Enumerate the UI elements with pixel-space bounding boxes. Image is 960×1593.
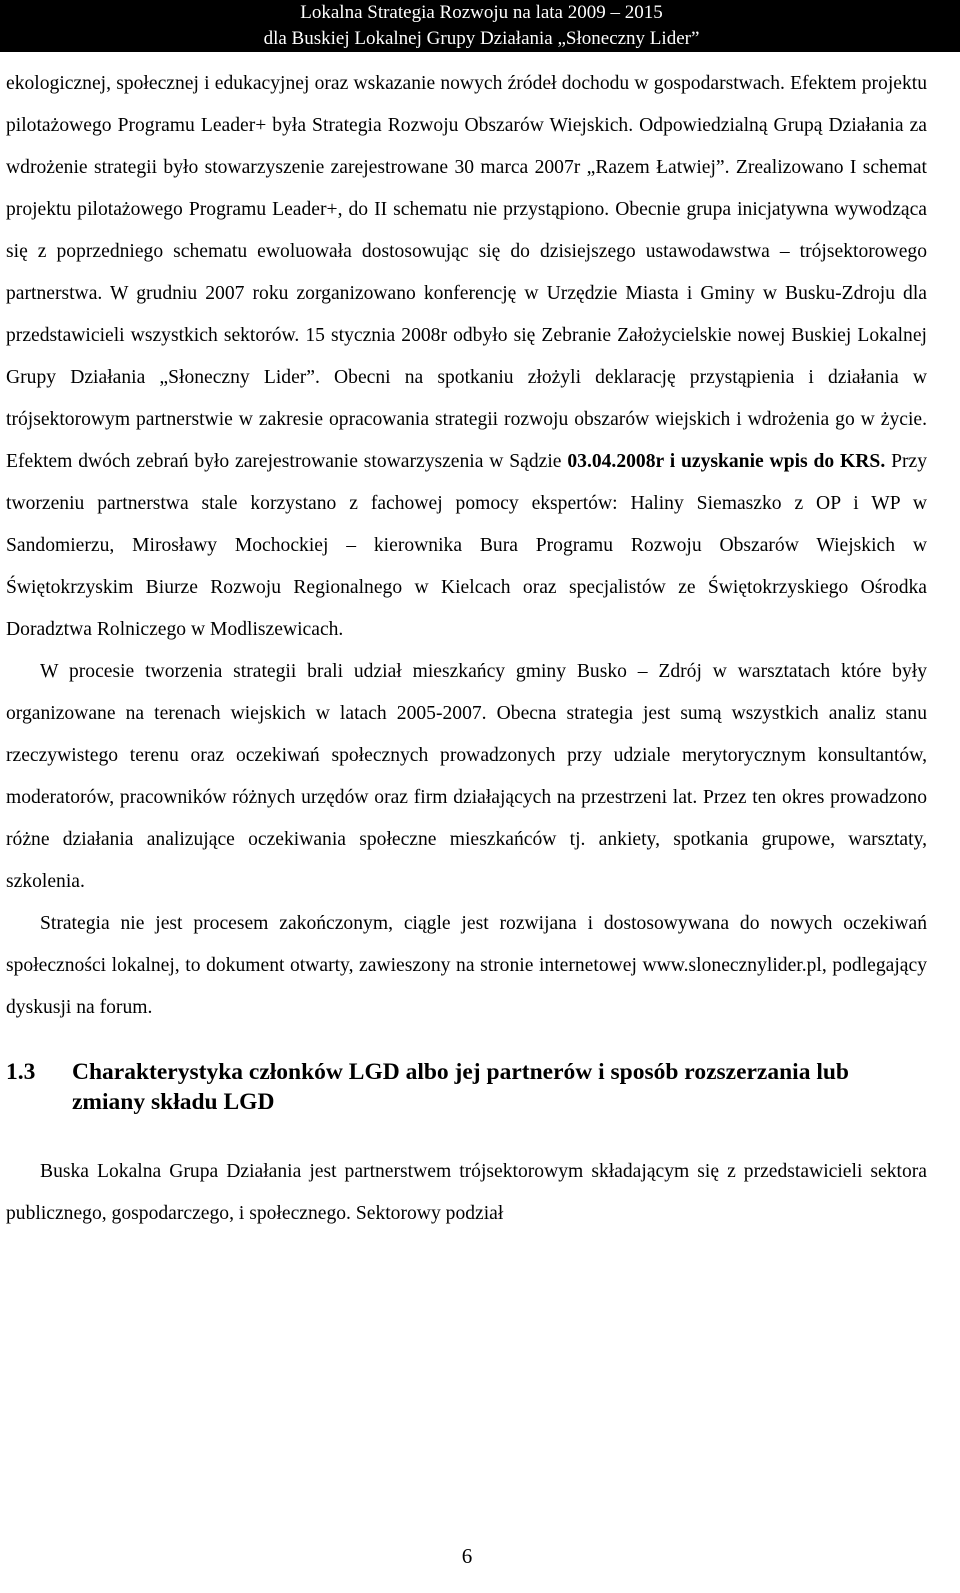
- paragraph-members: Buska Lokalna Grupa Działania jest partnerstwem trójsektorowym składającym się z przedstawicieli sektora publicznego, gospodarczego, i społecznego. Sektorowy podział: [6, 1161, 927, 1224]
- section-title: Charakterystyka członków LGD albo jej partnerów i sposób rozszerzania lub zmiany składu LGD: [72, 1059, 850, 1115]
- paragraph-strategy-open: Strategia nie jest procesem zakończonym, ciągle jest rozwijana i dostosowywana do nowych oczekiwań społeczności lokalnej, to dokument otwarty, zawieszony na stronie internetowej www.slonecznylider.pl, podlegający dyskusji na forum.: [6, 913, 927, 1018]
- paragraph-history: [6, 63, 927, 651]
- page-header: [0, 0, 960, 52]
- section-number: 1.3: [6, 1059, 36, 1085]
- paragraph-process: W procesie tworzenia strategii brali udział mieszkańcy gminy Busko – Zdrój w warsztatach które były organizowane na terenach wiejskich w latach 2005-2007. Obecna strategia jest sumą wszystkich analiz stanu rzeczywistego terenu oraz oczekiwań społecznych prowadzonych przy udziale merytorycznym konsultantów, moderatorów, pracowników różnych urzędów oraz firm działających na przestrzeni lat. Przez ten okres prowadzono różne działania analizujące oczekiwania społeczne mieszkańców tj. ankiety, spotkania grupowe, warsztaty, szkolenia.: [6, 661, 927, 892]
- paragraph-history-bold: 03.04.2008r i uzyskanie wpis do KRS.: [567, 451, 886, 472]
- section-heading: [6, 1057, 927, 1117]
- document-body: [6, 63, 927, 1235]
- paragraph-history-text-2: Przy tworzeniu partnerstwa stale korzystano z fachowej pomocy ekspertów: Haliny Siemaszko z OP i WP w Sandomierzu, Mirosławy Mochockiej – kierownika Bura Programu Rozwoju Obszarów Wiejskich w Świętokrzyskim Biurze Rozwoju Regionalnego w Kielcach oraz specjalistów ze Świętokrzyskiego Ośrodka Doradztwa Rolniczego w Modliszewicach.: [6, 451, 927, 640]
- header-line-2: dla Buskiej Lokalnej Grupy Działania „Słoneczny Lider”: [263, 28, 700, 49]
- header-line-1: Lokalna Strategia Rozwoju na lata 2009 – 2015: [300, 2, 663, 23]
- paragraph-history-text-1: ekologicznej, społecznej i edukacyjnej oraz wskazanie nowych źródeł dochodu w gospodarstwach. Efektem projektu pilotażowego Programu Leader+ była Strategia Rozwoju Obszarów Wiejskich. Odpowiedzialną Grupą Działania za wdrożenie strategii było stowarzyszenie zarejestrowane 30 marca 2007r „Razem Łatwiej”. Zrealizowano I schemat projektu pilotażowego Programu Leader+, do II schematu nie przystąpiono. Obecnie grupa inicjatywna wywodząca się z poprzedniego schematu ewoluowała dostosowując się do dzisiejszego ustawodawstwa – trójsektorowego partnerstwa. W grudniu 2007 roku zorganizowano konferencję w Urzędzie Miasta i Gminy w Busku-Zdroju dla przedstawicieli wszystkich sektorów. 15 stycznia 2008r odbyło się Zebranie Założycielskie nowej Buskiej Lokalnej Grupy Działania „Słoneczny Lider”. Obecni na spotkaniu złożyli deklarację przystąpienia i działania w trójsektorowym partnerstwie w zakresie opracowania strategii rozwoju obszarów wiejskich i wdrożenia go w życie. Efektem dwóch zebrań było zarejestrowanie stowarzyszenia w Sądzie: [6, 73, 927, 472]
- page-number: 6: [461, 1544, 473, 1568]
